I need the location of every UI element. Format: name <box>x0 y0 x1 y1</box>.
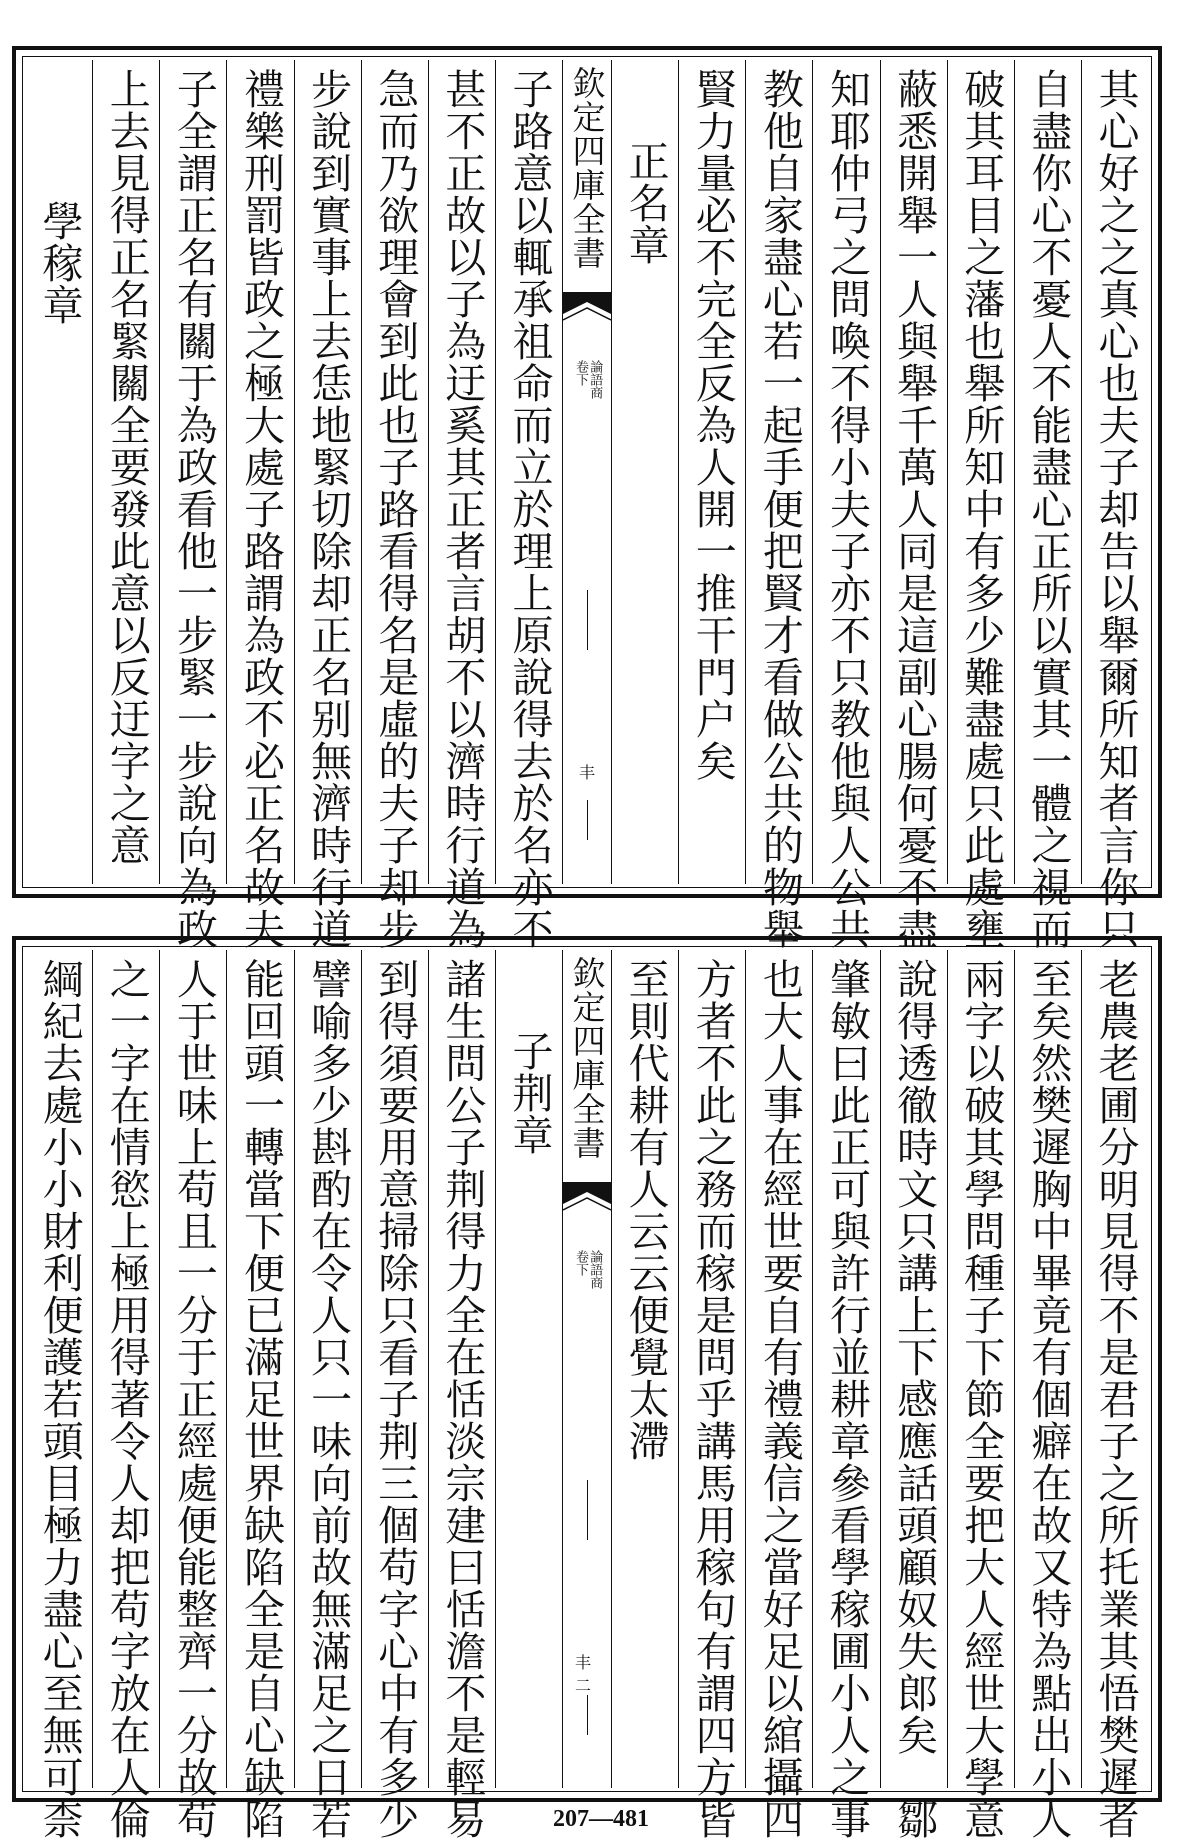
column-text: 綱紀去處小小財利便護若頭目極力盡心至無可柰 <box>35 958 84 1840</box>
column-text: 人于世味上苟且一分于正經處便能整齊一分故苟 <box>169 958 218 1840</box>
text-column <box>92 950 159 1840</box>
center-fold-column <box>562 60 611 884</box>
juan-title: 論語商 <box>587 1250 603 1289</box>
column-text: 急而乃欲理會到此也子路看得名是虛的夫子却步 <box>371 68 420 950</box>
column-text: 至則代耕有人云云便覺太滯 <box>621 958 670 1462</box>
column-text: 肇敏曰此正可與許行並耕章參看學稼圃小人之事 <box>822 958 871 1840</box>
fish-tail-mark-icon <box>563 1182 611 1212</box>
text-column <box>678 60 745 884</box>
text-column <box>428 950 495 1840</box>
text-column <box>678 950 745 1840</box>
juan-label <box>573 360 602 399</box>
chapter-heading: 子荆章 <box>505 1030 554 1156</box>
text-column <box>159 60 226 950</box>
fold-line <box>587 1695 588 1735</box>
column-text: 之一字在情慾上極用得著令人却把苟字放在人倫 <box>102 958 151 1840</box>
fold-line <box>587 800 588 840</box>
column-text: 諸生問公子荆得力全在恬淡宗建曰恬澹不是輕易 <box>438 958 487 1840</box>
column-text: 到得須要用意掃除只看子荆三個苟字心中有多少 <box>371 958 420 1840</box>
text-column <box>428 60 495 950</box>
text-column <box>361 60 428 950</box>
text-column <box>812 950 879 1840</box>
chapter-heading-column <box>495 950 562 1788</box>
column-text: 禮樂刑罰皆政之極大處子路謂為政不必正名故夫 <box>236 68 285 950</box>
text-column <box>26 950 92 1840</box>
column-text: 上去見得正名緊關全要發此意以反迂字之意 <box>102 68 151 866</box>
column-text: 也大人事在經世要自有禮義信之當好足以綰攝四 <box>755 958 804 1840</box>
juan-label <box>573 1250 602 1289</box>
text-column <box>745 950 812 1840</box>
chapter-heading: 學稼章 <box>35 200 84 326</box>
page-number: 207—481 <box>553 1806 649 1832</box>
fold-line <box>587 1480 588 1540</box>
column-text: 說得透徹時文只講上下感應話頭顧奴失郎矣 鄒 <box>890 958 939 1840</box>
text-column <box>611 950 678 1788</box>
column-text: 至矣然樊遲胸中畢竟有個癖在故又特為點出小人 <box>1024 958 1073 1840</box>
text-column <box>226 60 293 950</box>
column-text: 老農老圃分明見得不是君子之所托業其悟樊遲者 <box>1091 958 1140 1840</box>
fold-line <box>587 590 588 650</box>
chapter-heading-column <box>611 60 678 884</box>
column-text: 其心好之之真心也夫子却告以舉爾所知者言你只 <box>1091 68 1140 950</box>
text-column <box>226 950 293 1840</box>
text-column <box>1014 950 1081 1840</box>
text-column <box>745 60 812 950</box>
column-text: 方者不此之務而稼是問乎講馬用稼句有謂四方皆 <box>688 958 737 1840</box>
leaf-number: 丰二 <box>575 1653 592 1695</box>
column-text: 子路意以輒承祖命而立於理上原說得去於名亦不 <box>505 68 554 950</box>
book-title: 欽定四庫全書 <box>567 66 607 270</box>
column-text: 兩字以破其學問種子下節全要把大人經世大學意 <box>957 958 1006 1840</box>
column-text: 能回頭一轉當下便已滿足世界缺陷全是自心缺陷 <box>236 958 285 1840</box>
text-column <box>1014 60 1081 950</box>
top-columns <box>26 60 1148 950</box>
text-column <box>495 60 562 950</box>
chapter-heading-column <box>26 60 92 884</box>
center-fold-column <box>562 950 611 1788</box>
text-column <box>1081 950 1148 1840</box>
column-text: 子全謂正名有關于為政看他一步緊一步說向為政 <box>169 68 218 950</box>
column-text: 譬喻多少斟酌在令人只一味向前故無滿足之日若 <box>304 958 353 1840</box>
text-column <box>947 950 1014 1840</box>
text-column <box>361 950 428 1840</box>
column-text: 教他自家盡心若一起手便把賢才看做公共的物舉 <box>755 68 804 950</box>
text-column <box>1081 60 1148 950</box>
text-column <box>294 950 361 1840</box>
fish-tail-mark-icon <box>563 292 611 322</box>
juan-title: 論語商 <box>587 360 603 399</box>
text-column <box>947 60 1014 950</box>
text-column <box>880 950 947 1840</box>
juan-volume: 卷下 <box>573 360 588 386</box>
text-column <box>294 60 361 950</box>
column-text: 步說到實事上去恁地緊切除却正名别無濟時行道 <box>304 68 353 950</box>
column-text: 自盡你心不憂人不能盡心正所以實其一體之視而 <box>1024 68 1073 950</box>
book-title: 欽定四庫全書 <box>567 956 607 1160</box>
column-text: 賢力量必不完全反為人開一推干門户矣 <box>688 68 737 782</box>
column-text: 破其耳目之藩也舉所知中有多少難盡處只此處壅 <box>957 68 1006 950</box>
chapter-heading: 正名章 <box>621 140 670 266</box>
text-column <box>92 60 159 884</box>
column-text: 甚不正故以子為迂奚其正者言胡不以濟時行道為 <box>438 68 487 950</box>
column-text: 蔽悉開舉一人與舉千萬人同是這副心腸何憂不盡 <box>890 68 939 950</box>
top-half-leaf <box>12 46 1162 950</box>
text-column <box>159 950 226 1840</box>
text-column <box>880 60 947 950</box>
leaf-number: 丰 <box>578 763 596 782</box>
column-text: 知耶仲弓之問喚不得小夫子亦不只教他與人公共 <box>822 68 871 950</box>
juan-volume: 卷下 <box>573 1250 588 1276</box>
text-column <box>812 60 879 950</box>
